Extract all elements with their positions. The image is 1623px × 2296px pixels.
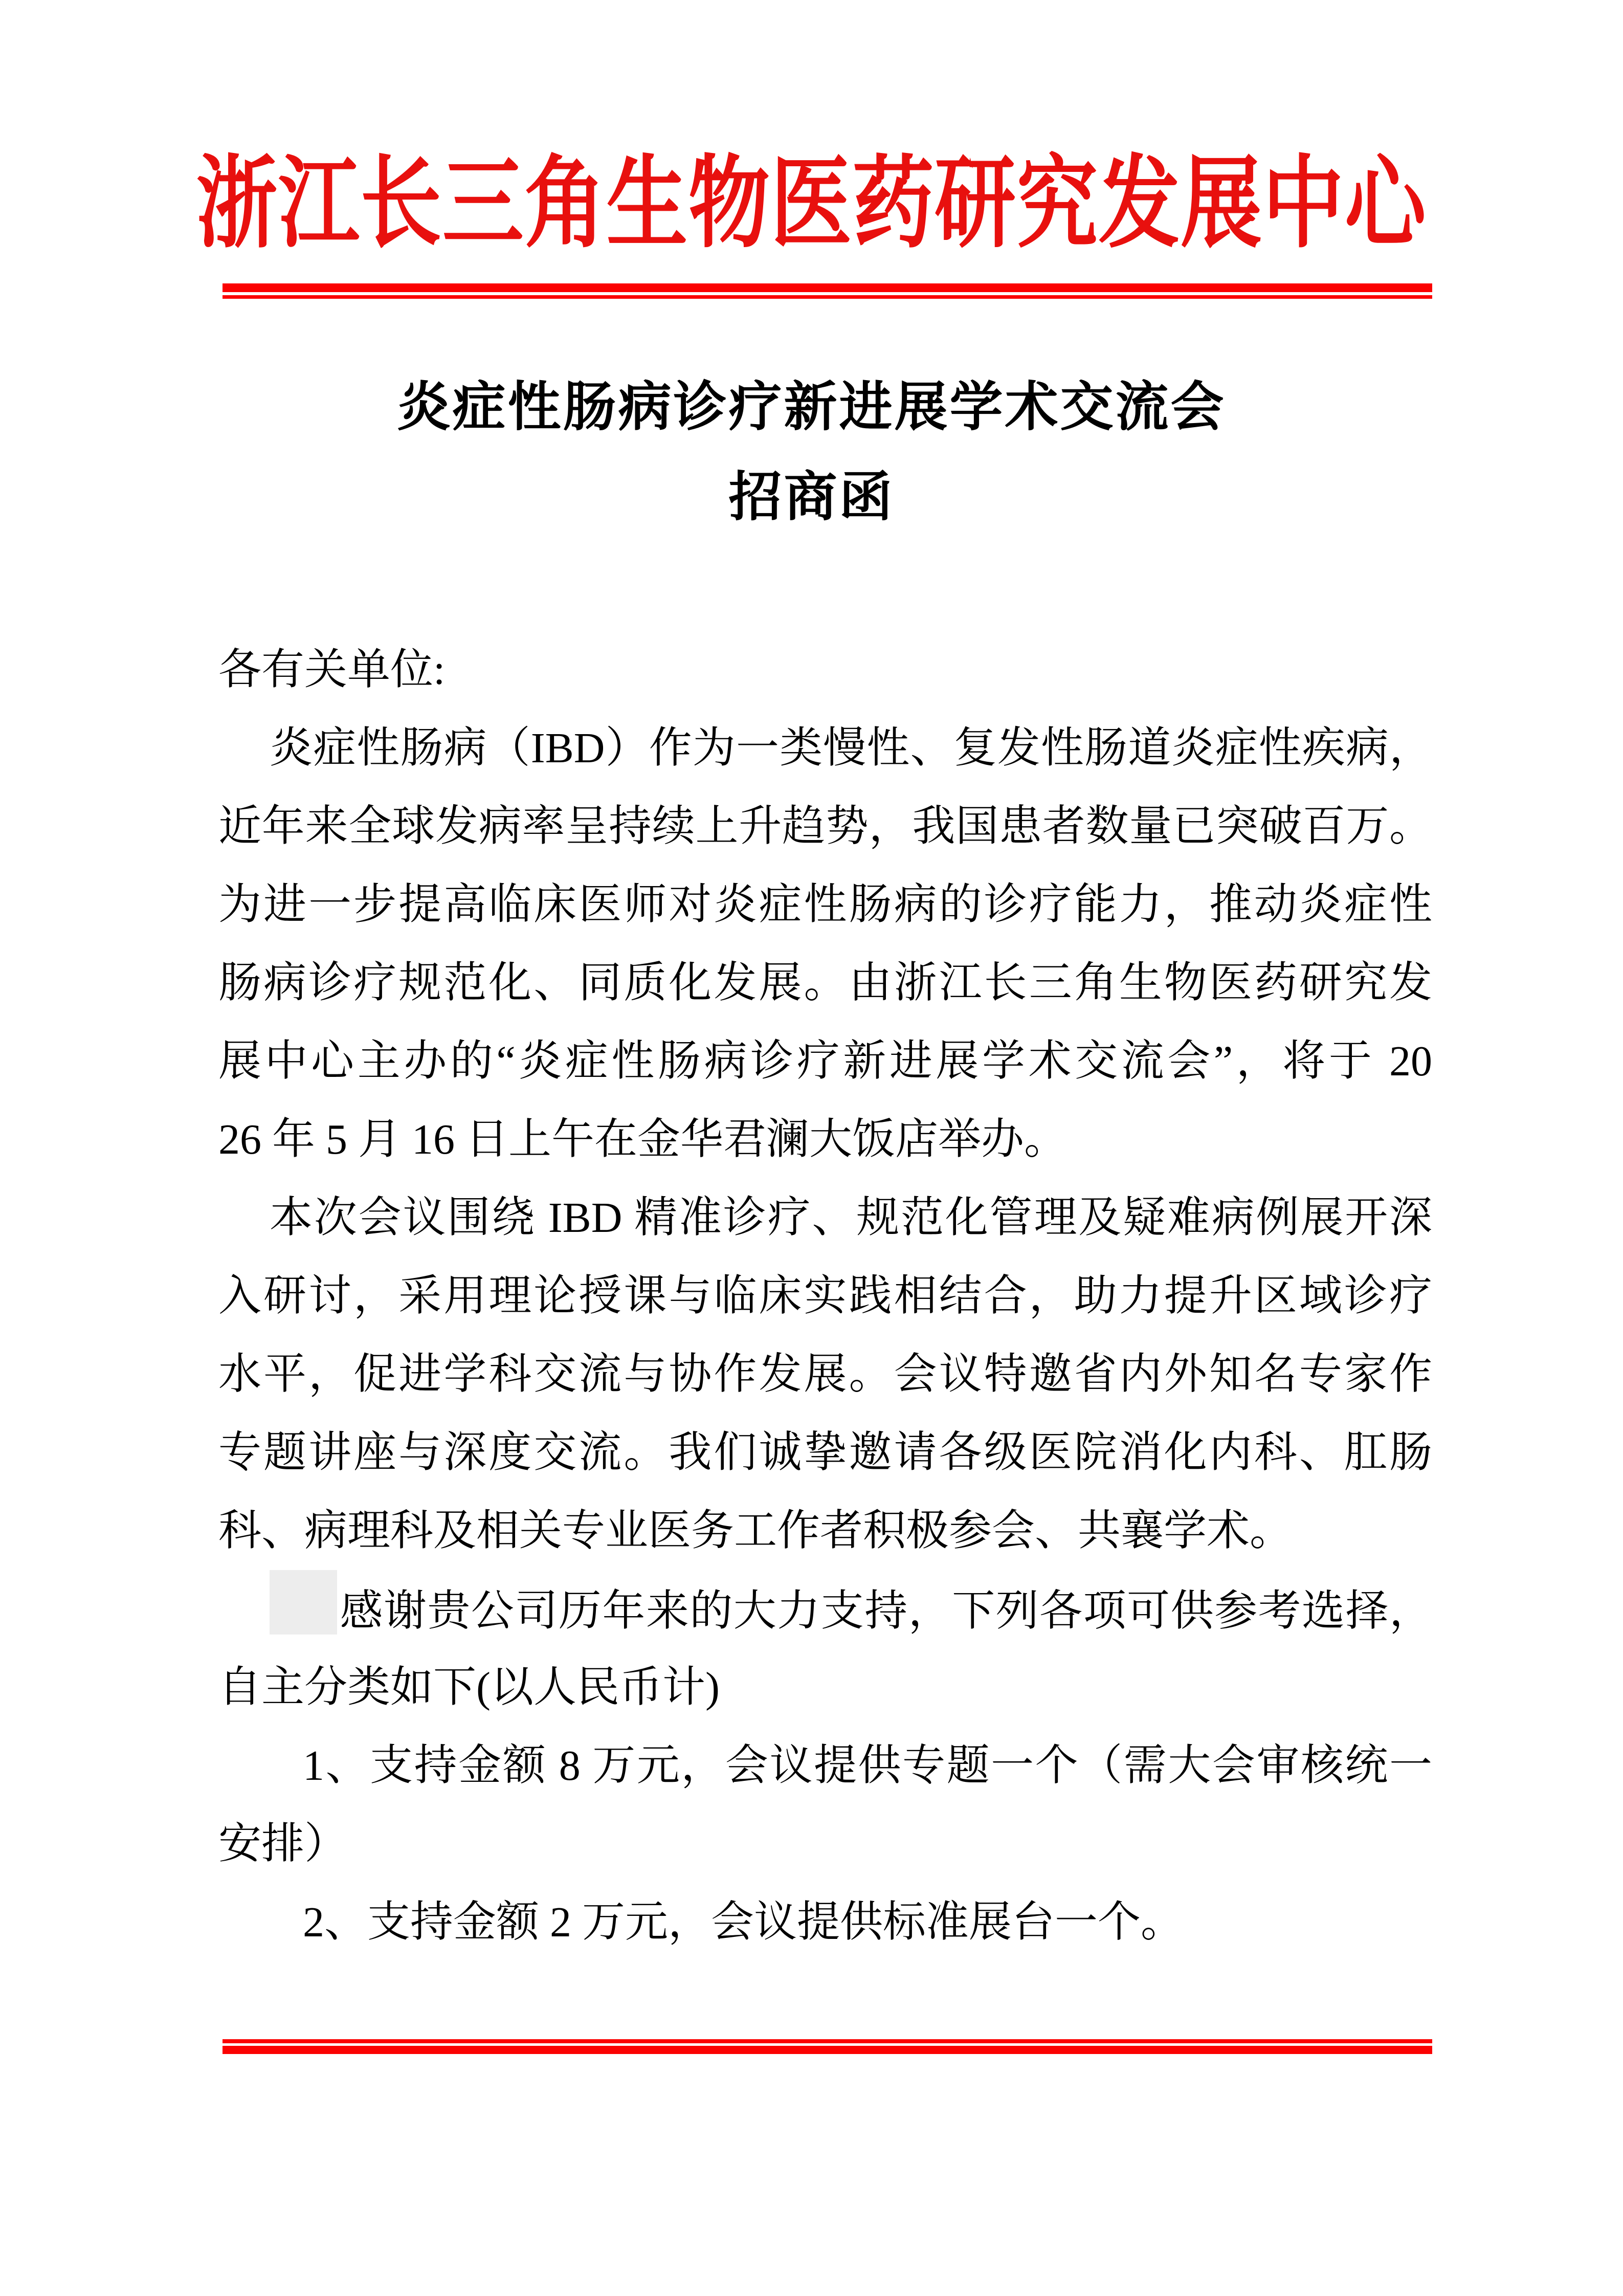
body-line: [218, 944, 1432, 1022]
body-line: [218, 709, 1432, 787]
body-line: [218, 1414, 1432, 1492]
body-line-text: 本次会议围绕 IBD 精准诊疗、规范化管理及疑难病例展开深: [270, 1194, 1432, 1242]
body-line: [218, 631, 1432, 709]
body-line: [218, 1257, 1432, 1335]
body-line-text: 26 年 5 月 16 日上午在金华君澜大饭店举办。: [218, 1116, 1068, 1163]
divider-thin-line: [223, 2039, 1432, 2043]
body-line-text: 近年来全球发病率呈持续上升趋势，我国患者数量已突破百万。: [218, 803, 1432, 850]
body-line-text: 展中心主办的“炎症性肠病诊疗新进展学术交流会”，将于 20: [218, 1037, 1432, 1085]
body-line-text: 炎症性肠病（IBD）作为一类慢性、复发性肠道炎症性疾病，: [270, 724, 1432, 772]
body-lines: [218, 631, 1432, 1961]
body-line: [218, 866, 1432, 944]
body-line: [218, 1179, 1432, 1257]
letterhead-org-name: 浙江长三角生物医药研究发展中心: [196, 149, 1427, 260]
body-line-text: 科、病理科及相关专业医务工作者积极参会、共襄学术。: [218, 1507, 1293, 1555]
document-subtitle: 招商函: [728, 468, 895, 527]
redaction-box: [270, 1570, 337, 1635]
body-line: [218, 1883, 1432, 1961]
body-line-text: 水平，促进学科交流与协作发展。会议特邀省内外知名专家作: [218, 1351, 1432, 1398]
body-line-text: 为进一步提高临床医师对炎症性肠病的诊疗能力，推动炎症性: [218, 881, 1432, 929]
body-line: [218, 1492, 1432, 1570]
body-line-text: 肠病诊疗规范化、同质化发展。由浙江长三角生物医药研究发: [218, 959, 1432, 1007]
body-line-text: 各有关单位:: [218, 646, 446, 694]
body-line: [218, 1727, 1432, 1805]
body-line-text: 感谢贵公司历年来的大力支持，下列各项可供参考选择，: [339, 1587, 1432, 1635]
body-line-text: 2、支持金额 2 万元，会议提供标准展台一个。: [303, 1898, 1184, 1946]
body-line: [218, 1648, 1432, 1727]
body-line-text: 1、支持金额 8 万元，会议提供专题一个（需大会审核统一: [303, 1742, 1432, 1790]
body-line: [218, 1335, 1432, 1414]
body-line: [218, 787, 1432, 866]
letterhead-divider: [223, 283, 1432, 299]
document-title: 炎症性肠病诊疗新进展学术交流会: [397, 378, 1226, 437]
body-line: [218, 1805, 1432, 1883]
body-line: [218, 1022, 1432, 1100]
divider-thick-line: [223, 283, 1432, 292]
body-line-text: 专题讲座与深度交流。我们诚挚邀请各级医院消化内科、肛肠: [218, 1429, 1432, 1476]
divider-thin-line: [223, 295, 1432, 299]
divider-thick-line: [223, 2046, 1432, 2054]
body-line-text: 安排）: [218, 1820, 348, 1868]
body-line-text: 入研讨，采用理论授课与临床实践相结合，助力提升区域诊疗: [218, 1272, 1432, 1320]
body-line: [218, 1570, 1432, 1648]
body-line-text: 自主分类如下(以人民币计): [218, 1664, 720, 1711]
body-line: [218, 1100, 1432, 1179]
footer-divider: [223, 2039, 1432, 2054]
